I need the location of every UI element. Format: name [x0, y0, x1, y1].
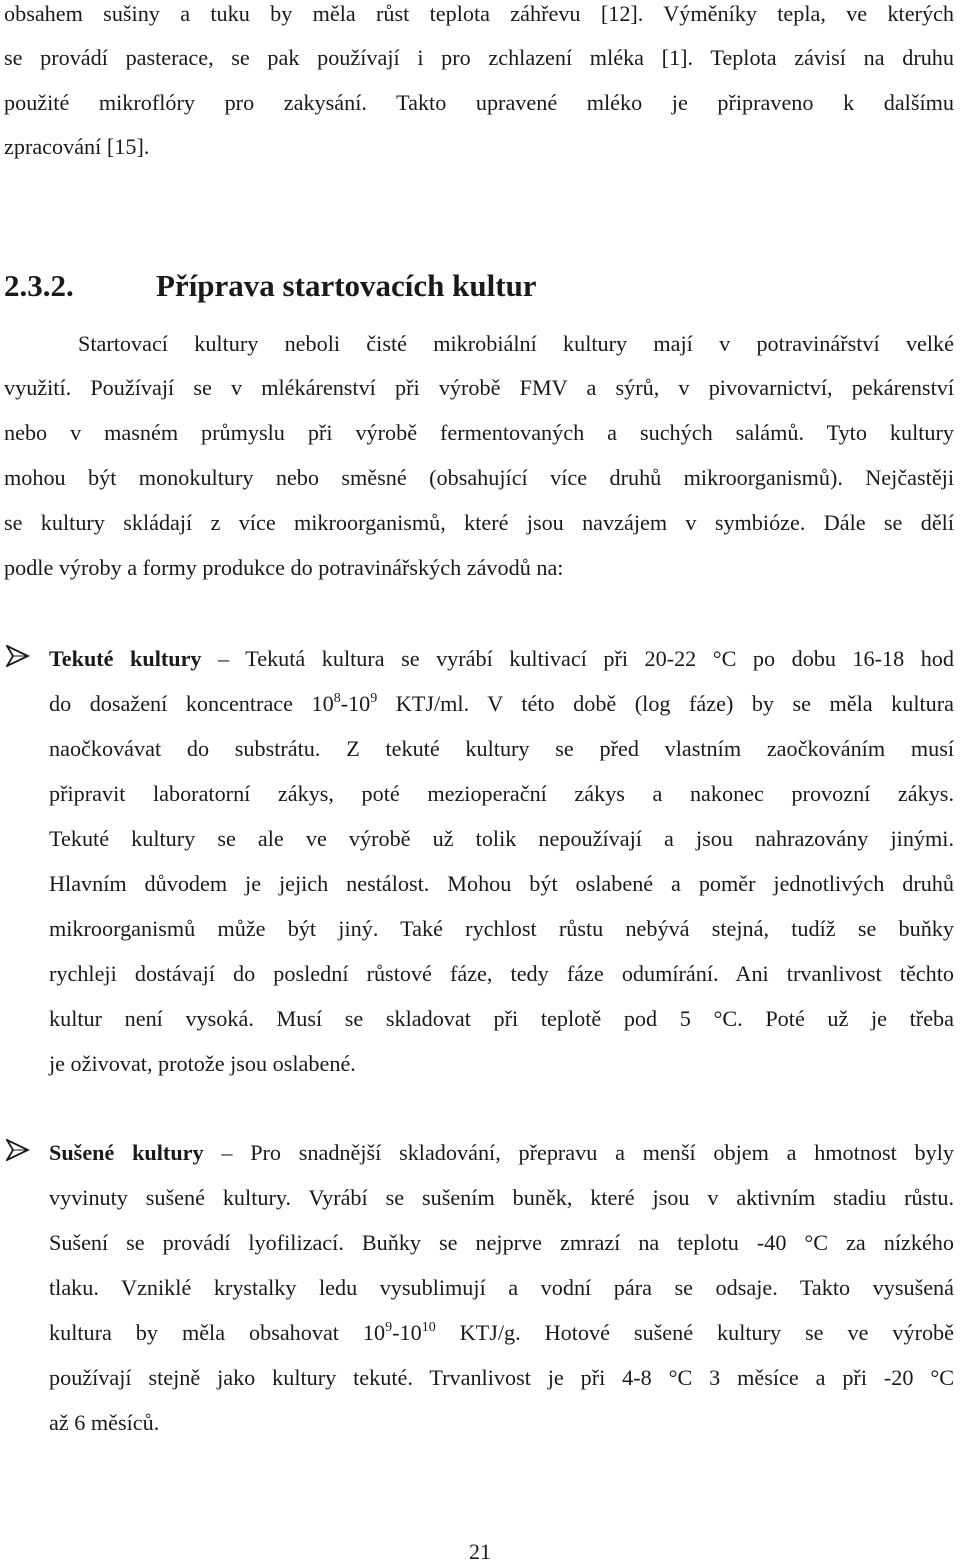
bullet-line: používají stejně jako kultury tekuté. Trvanlivost je při 4-8 °C 3 měsíce a při -20 °C	[49, 1365, 954, 1390]
section-heading	[4, 266, 537, 306]
bullet-line: rychleji dostávají do poslední růstové fáze, tedy fáze odumírání. Ani trvanlivost těchto	[49, 961, 954, 986]
section-line: se kultury skládají z více mikroorganismů, které jsou navzájem v symbióze. Dále se dělí	[4, 510, 954, 535]
bullet-dash: –	[203, 1140, 251, 1165]
bullet-first-line	[49, 1139, 954, 1167]
text-run: do dosažení koncentrace 10	[49, 691, 334, 716]
section-line: Startovací kultury neboli čisté mikrobiální kultury mají v potravinářství velké	[78, 331, 954, 356]
bullet-line: Tekuté kultury se ale ve výrobě už tolik nepoužívají a jsou nahrazovány jinými.	[49, 826, 954, 851]
bullet-line: tlaku. Vzniklé krystalky ledu vysublimují a vodní pára se odsaje. Takto vysušená	[49, 1275, 954, 1300]
arrowhead-bullet-icon	[6, 645, 30, 667]
section-line: mohou být monokultury nebo směsné (obsahující více druhů mikroorganismů). Nejčastěji	[4, 465, 954, 490]
bullet-line: je oživovat, protože jsou oslabené.	[49, 1051, 356, 1076]
superscript: 9	[370, 691, 378, 706]
bullet-lead: Sušené kultury	[49, 1140, 204, 1165]
text-run: -10	[340, 691, 371, 716]
section-line: podle výroby a formy produkce do potravinářských závodů na:	[4, 555, 564, 580]
section-number: 2.3.2.	[4, 268, 74, 303]
intro-line: se provádí pasterace, se pak používají i pro zchlazení mléka [1]. Teplota závisí na druhu	[4, 45, 954, 70]
text-run: KTJ/g. Hotové sušené kultury se ve výrobě	[435, 1320, 954, 1345]
intro-line: zpracování [15].	[4, 134, 150, 159]
superscript: 8	[333, 691, 341, 706]
section-title: Příprava startovacích kultur	[156, 268, 537, 303]
bullet-line: kultur není vysoká. Musí se skladovat při teplotě pod 5 °C. Poté už je třeba	[49, 1006, 954, 1031]
bullet-line: mikroorganismů může být jiný. Také rychlost růstu nebývá stejná, tudíž se buňky	[49, 916, 954, 941]
arrowhead-bullet-icon	[6, 1139, 30, 1161]
superscript: 9	[385, 1320, 393, 1335]
bullet-line: až 6 měsíců.	[49, 1410, 160, 1435]
bullet-line: vyvinuty sušené kultury. Vyrábí se sušením buněk, které jsou v aktivním stadiu růstu.	[49, 1185, 954, 1210]
bullet-lead: Tekuté kultury	[49, 646, 202, 671]
intro-line: obsahem sušiny a tuku by měla růst teplota záhřevu [12]. Výměníky tepla, ve kterých	[4, 1, 954, 26]
superscript: 10	[421, 1320, 436, 1335]
bullet-line	[49, 1319, 954, 1347]
bullet-line: připravit laboratorní zákys, poté mezioperační zákys a nakonec provozní zákys.	[49, 781, 954, 806]
bullet-dash: –	[201, 646, 246, 671]
bullet-first-line	[49, 645, 954, 673]
bullet-text: Tekutá kultura se vyrábí kultivací při 20-22 °C po dobu 16-18 hod	[245, 646, 954, 671]
section-line: využití. Používají se v mlékárenství při výrobě FMV a sýrů, v pivovarnictví, pekárenství	[4, 375, 954, 400]
text-run: -10	[392, 1320, 422, 1345]
bullet-line: naočkovávat do substrátu. Z tekuté kultury se před vlastním zaočkováním musí	[49, 736, 954, 761]
intro-line: použité mikroflóry pro zakysání. Takto upravené mléko je připraveno k dalšímu	[4, 90, 954, 115]
bullet-text: Pro snadnější skladování, přepravu a menší objem a hmotnost byly	[250, 1140, 954, 1165]
bullet-line	[49, 690, 954, 718]
bullet-line: Sušení se provádí lyofilizací. Buňky se nejprve zmrazí na teplotu -40 °C za nízkého	[49, 1230, 954, 1255]
text-run: kultura by měla obsahovat 10	[49, 1320, 386, 1345]
page-number: 21	[469, 1539, 491, 1564]
bullet-line: Hlavním důvodem je jejich nestálost. Mohou být oslabené a poměr jednotlivých druhů	[49, 871, 954, 896]
section-line: nebo v masném průmyslu při výrobě fermentovaných a suchých salámů. Tyto kultury	[4, 420, 954, 445]
text-run: KTJ/ml. V této době (log fáze) by se měla kultura	[377, 691, 954, 716]
